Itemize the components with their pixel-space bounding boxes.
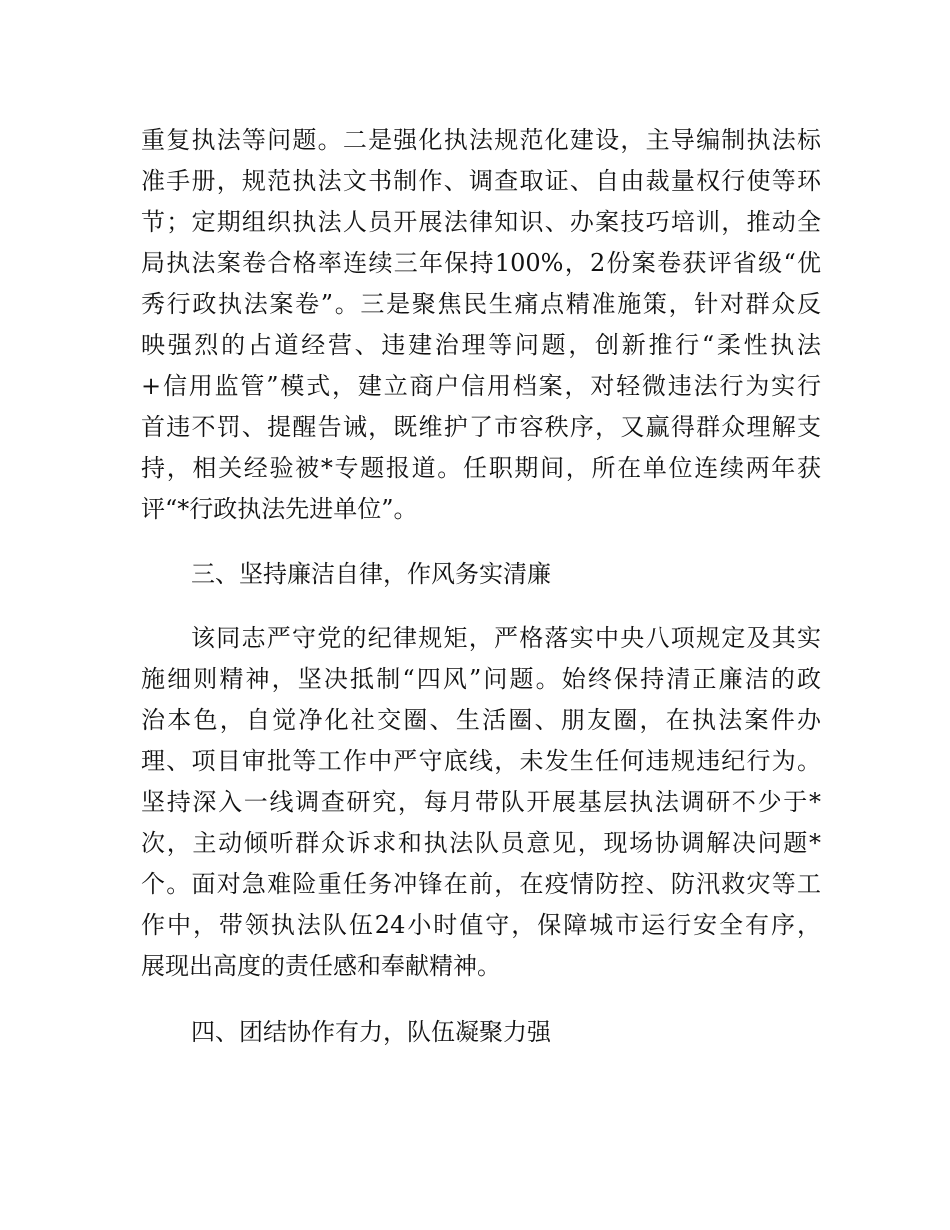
paragraph-1-line-2: 准手册，规范执法文书制作、调查取证、自由裁量权行使等环 bbox=[141, 167, 821, 195]
paragraph-2-line-2: 施细则精神，坚决抵制“四风”问题。始终保持清正廉洁的政 bbox=[141, 665, 821, 693]
paragraph-1-line-10: 评“*行政执法先进单位”。 bbox=[141, 495, 418, 523]
paragraph-1-line-7: +信用监管”模式，建立商户信用档案，对轻微违法行为实行 bbox=[141, 372, 821, 400]
paragraph-2-line-7: 个。面对急难险重任务冲锋在前，在疫情防控、防汛救灾等工 bbox=[141, 870, 821, 898]
paragraph-1-line-4: 局执法案卷合格率连续三年保持100%，2份案卷获评省级“优 bbox=[141, 249, 821, 277]
paragraph-2-line-3: 治本色，自觉净化社交圈、生活圈、朋友圈，在执法案件办 bbox=[141, 706, 821, 734]
paragraph-1-line-5: 秀行政执法案卷”。三是聚焦民生痛点精准施策，针对群众反 bbox=[141, 290, 821, 318]
paragraph-2-line-8: 作中，带领执法队伍24小时值守，保障城市运行安全有序， bbox=[141, 911, 821, 939]
paragraph-2-line-1: 该同志严守党的纪律规矩，严格落实中央八项规定及其实 bbox=[191, 624, 821, 652]
paragraph-1-line-8: 首违不罚、提醒告诫，既维护了市容秩序，又赢得群众理解支 bbox=[141, 413, 821, 441]
paragraph-1-line-3: 节；定期组织执法人员开展法律知识、办案技巧培训，推动全 bbox=[141, 208, 821, 236]
paragraph-1-line-1: 重复执法等问题。二是强化执法规范化建设，主导编制执法标 bbox=[141, 126, 821, 154]
paragraph-2-line-4: 理、项目审批等工作中严守底线，未发生任何违规违纪行为。 bbox=[141, 747, 821, 775]
section-heading-3: 三、坚持廉洁自律，作风务实清廉 bbox=[191, 560, 551, 588]
paragraph-2-line-5: 坚持深入一线调查研究，每月带队开展基层执法调研不少于* bbox=[141, 788, 821, 816]
paragraph-2-line-6: 次，主动倾听群众诉求和执法队员意见，现场协调解决问题* bbox=[141, 829, 821, 857]
paragraph-1-line-6: 映强烈的占道经营、违建治理等问题，创新推行“柔性执法 bbox=[141, 331, 821, 359]
section-heading-4: 四、团结协作有力，队伍凝聚力强 bbox=[191, 1018, 551, 1046]
paragraph-2-line-9: 展现出高度的责任感和奉献精神。 bbox=[141, 952, 501, 980]
paragraph-1-line-9: 持，相关经验被*专题报道。任职期间，所在单位连续两年获 bbox=[141, 454, 821, 482]
